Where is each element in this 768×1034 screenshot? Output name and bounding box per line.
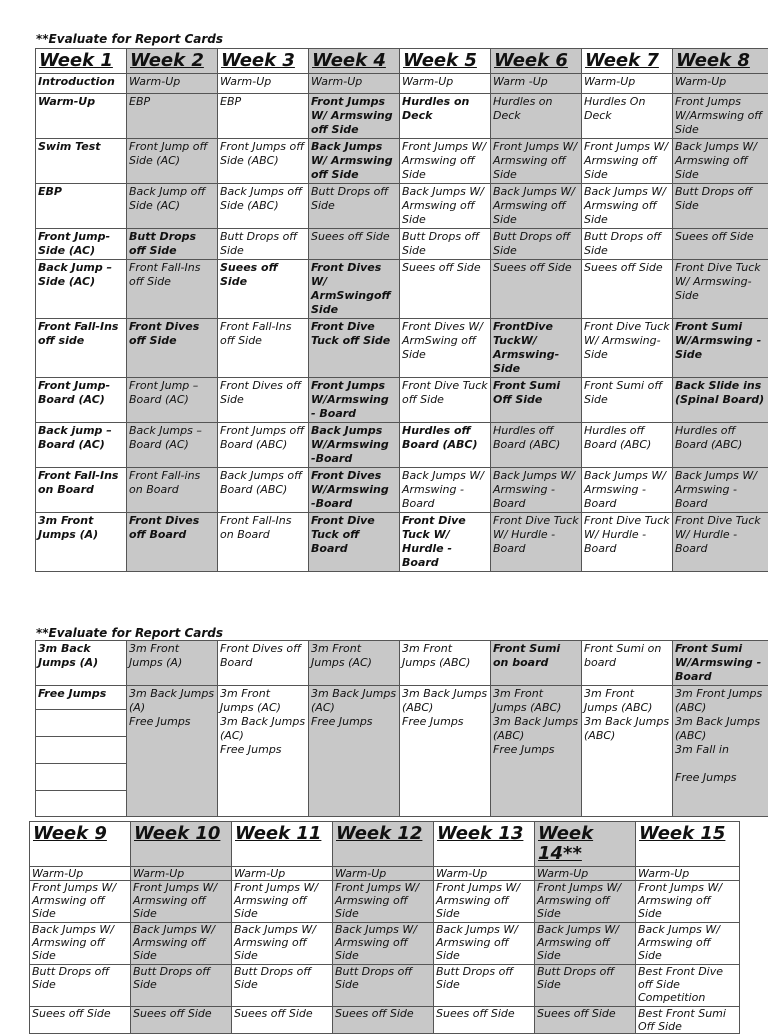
schedule-cell: Front Jumps W/ Armswing off Side xyxy=(582,139,673,184)
schedule-cell: EBP xyxy=(218,94,309,139)
schedule-cell: Butt Drops off Side xyxy=(434,965,535,1007)
schedule-cell: Back Jumps – Board (AC) xyxy=(127,423,218,468)
schedule-cell: Back Jump – Side (AC) xyxy=(36,260,127,319)
schedule-cell: Hurdles off Board (ABC) xyxy=(582,423,673,468)
schedule-cell: Back Jumps W/ Armswing off Side xyxy=(333,923,434,965)
schedule-cell: Back Jumps W/ Armswing -Board xyxy=(491,468,582,513)
schedule-cell: Warm-Up xyxy=(218,74,309,94)
schedule-cell: Best Front Dive off Side Competition xyxy=(636,965,740,1007)
schedule-cell: Front Dives off Board xyxy=(218,641,309,686)
empty-cell xyxy=(36,791,127,817)
schedule-cell: Back Jumps W/ Armswing off Side xyxy=(582,184,673,229)
schedule-cell: Front Jump – Board (AC) xyxy=(127,378,218,423)
schedule-cell: Front Jumps W/ Armswing off Side xyxy=(30,881,131,923)
schedule-cell: Front Fall-Ins on Board xyxy=(36,468,127,513)
schedule-cell: Hurdles off Board (ABC) xyxy=(673,423,768,468)
table-row xyxy=(30,923,740,965)
schedule-cell: Front Dives W/Armswing -Board xyxy=(309,468,400,513)
schedule-cell: Back Jumps W/ Armswing off Side xyxy=(309,139,400,184)
weeks-1-8-table xyxy=(35,48,768,572)
schedule-cell: Front Dives off Board xyxy=(127,513,218,572)
schedule-cell: Back Slide ins (Spinal Board) xyxy=(673,378,768,423)
schedule-cell: Hurdles On Deck xyxy=(582,94,673,139)
schedule-cell: 3m Back Jumps (A) Free Jumps xyxy=(127,686,218,817)
table-row xyxy=(30,965,740,1007)
schedule-cell: 3m Front Jumps (A) xyxy=(127,641,218,686)
table-row xyxy=(30,1007,740,1034)
schedule-cell: Warm-Up xyxy=(36,94,127,139)
schedule-cell: Back Jumps W/ Armswing off Side xyxy=(400,184,491,229)
schedule-cell: Front Fall-Ins off Side xyxy=(218,319,309,378)
table-row xyxy=(36,686,768,710)
week-header: Week 8 xyxy=(673,49,768,74)
schedule-cell: 3m Front Jumps (AC) xyxy=(309,641,400,686)
week-header: Week 14** xyxy=(535,822,636,867)
schedule-cell: Back Jumps W/ Armswing -Board xyxy=(400,468,491,513)
schedule-cell: EBP xyxy=(36,184,127,229)
table-row xyxy=(36,468,768,513)
schedule-cell: Front Jumps W/Armswing - Board xyxy=(309,378,400,423)
schedule-cell: Hurdles off Board (ABC) xyxy=(491,423,582,468)
schedule-cell: Front Jumps W/ Armswing off Side xyxy=(491,139,582,184)
schedule-cell: Front Dives W/ ArmSwingoff Side xyxy=(309,260,400,319)
schedule-cell: Suees off Side xyxy=(232,1007,333,1034)
table-row xyxy=(36,74,768,94)
schedule-cell: 3m Front Jumps (ABC) 3m Back Jumps (ABC) Free Jumps xyxy=(491,686,582,817)
schedule-cell: Warm-Up xyxy=(434,867,535,881)
empty-cell xyxy=(36,737,127,764)
schedule-cell: Front Sumi on board xyxy=(491,641,582,686)
week-header: Week 12 xyxy=(333,822,434,867)
schedule-cell: Free Jumps xyxy=(36,686,127,710)
schedule-cell: Back Jumps W/ Armswing off Side xyxy=(535,923,636,965)
schedule-cell: Back Jumps W/ Armswing off Side xyxy=(434,923,535,965)
schedule-cell: 3m Front Jumps (ABC) 3m Back Jumps (ABC) xyxy=(582,686,673,817)
schedule-cell: Front Dive Tuck W/ Hurdle -Board xyxy=(582,513,673,572)
schedule-cell: Front Dive Tuck W/ Armswing-Side xyxy=(582,319,673,378)
schedule-cell: Front Fall-Ins off side xyxy=(36,319,127,378)
schedule-cell: Front Jumps W/ Armswing off Side xyxy=(309,94,400,139)
schedule-cell: Back Jumps W/ Armswing off Side xyxy=(636,923,740,965)
schedule-cell: Front Jumps W/ Armswing off Side xyxy=(434,881,535,923)
schedule-cell: Front Sumi W/Armswing -Board xyxy=(673,641,768,686)
schedule-cell: Suees off Side xyxy=(400,260,491,319)
schedule-cell: Front Sumi Off Side xyxy=(491,378,582,423)
schedule-cell: Front Jumps W/Armswing off Side xyxy=(673,94,768,139)
schedule-cell: Back Jumps W/ Armswing -Board xyxy=(582,468,673,513)
schedule-cell: Back Jumps W/Armswing -Board xyxy=(309,423,400,468)
schedule-cell: Suees off Side xyxy=(333,1007,434,1034)
schedule-cell: Front Dive Tuck W/ Hurdle -Board xyxy=(673,513,768,572)
empty-cell xyxy=(36,764,127,791)
schedule-cell: Butt Drops off Side xyxy=(673,184,768,229)
table-row xyxy=(36,378,768,423)
schedule-cell: Back Jump off Side (AC) xyxy=(127,184,218,229)
schedule-cell: Front Sumi on board xyxy=(582,641,673,686)
schedule-cell: Butt Drops off Side xyxy=(333,965,434,1007)
schedule-cell: Back Jumps W/ Armswing -Board xyxy=(673,468,768,513)
schedule-cell: Hurdles on Deck xyxy=(400,94,491,139)
schedule-cell: Warm-Up xyxy=(582,74,673,94)
schedule-cell: Butt Drops off Side xyxy=(582,229,673,260)
schedule-cell: Front Dives off Side xyxy=(218,378,309,423)
table-row xyxy=(30,881,740,923)
schedule-cell: Warm-Up xyxy=(309,74,400,94)
schedule-cell: Butt Drops off Side xyxy=(535,965,636,1007)
week-header: Week 13 xyxy=(434,822,535,867)
week-header: Week 7 xyxy=(582,49,673,74)
schedule-cell: Back Jumps W/ Armswing off Side xyxy=(131,923,232,965)
schedule-cell: Front Jumps W/ Armswing off Side xyxy=(333,881,434,923)
schedule-cell: Front Jumps W/ Armswing off Side xyxy=(535,881,636,923)
table-row xyxy=(36,513,768,572)
schedule-cell: Front Dive Tuck W/ Hurdle -Board xyxy=(491,513,582,572)
table-row xyxy=(36,94,768,139)
schedule-cell: Front Sumi W/Armswing -Side xyxy=(673,319,768,378)
schedule-cell: Back Jumps W/ Armswing off Side xyxy=(232,923,333,965)
schedule-cell: Suees off Side xyxy=(131,1007,232,1034)
schedule-cell: Front Fall-ins on Board xyxy=(127,468,218,513)
schedule-cell: Warm-Up xyxy=(400,74,491,94)
week-header: Week 15 xyxy=(636,822,740,867)
schedule-cell: Front Dive Tuck off Side xyxy=(400,378,491,423)
schedule-cell: Warm-Up xyxy=(636,867,740,881)
schedule-cell: Back Jumps off Board (ABC) xyxy=(218,468,309,513)
schedule-cell: Suees off Side xyxy=(218,260,309,319)
schedule-cell: Warm-Up xyxy=(333,867,434,881)
schedule-cell: Suees off Side xyxy=(582,260,673,319)
report-card-note-top: **Evaluate for Report Cards xyxy=(36,32,223,46)
schedule-cell: Front Dive Tuck W/ Armswing-Side xyxy=(673,260,768,319)
table-row xyxy=(36,423,768,468)
schedule-cell: Warm -Up xyxy=(491,74,582,94)
schedule-cell: Front Jumps W/ Armswing off Side xyxy=(131,881,232,923)
schedule-cell: Front Fall-Ins off Side xyxy=(127,260,218,319)
schedule-cell: FrontDive TuckW/ Armswing- Side xyxy=(491,319,582,378)
schedule-cell: Butt Drops off Side xyxy=(218,229,309,260)
schedule-cell: Suees off Side xyxy=(30,1007,131,1034)
schedule-cell: 3m Front Jumps (AC) 3m Back Jumps (AC) Free Jumps xyxy=(218,686,309,817)
week-header: Week 4 xyxy=(309,49,400,74)
schedule-cell: 3m Back Jumps (AC) Free Jumps xyxy=(309,686,400,817)
weeks-9-15-table xyxy=(29,821,740,1034)
report-card-note-bottom: **Evaluate for Report Cards xyxy=(36,626,223,640)
schedule-cell: Suees off Side xyxy=(535,1007,636,1034)
empty-cell xyxy=(36,710,127,737)
schedule-cell: 3m Front Jumps (A) xyxy=(36,513,127,572)
schedule-cell: Front Dive Tuck off Board xyxy=(309,513,400,572)
schedule-cell: Warm-Up xyxy=(673,74,768,94)
schedule-cell: Hurdles on Deck xyxy=(491,94,582,139)
week-header: Week 9 xyxy=(30,822,131,867)
schedule-cell: Butt Drops off Side xyxy=(400,229,491,260)
table-row xyxy=(36,184,768,229)
table-row xyxy=(36,319,768,378)
schedule-cell: Front Fall-Ins on Board xyxy=(218,513,309,572)
table-row xyxy=(36,139,768,184)
schedule-cell: Front Jump- Board (AC) xyxy=(36,378,127,423)
schedule-cell: Warm-Up xyxy=(535,867,636,881)
schedule-cell: Front Jumps W/ Armswing off Side xyxy=(636,881,740,923)
schedule-cell: Back jump – Board (AC) xyxy=(36,423,127,468)
weeks-1-8-continued-table xyxy=(35,640,768,817)
schedule-cell: Front Jump off Side (AC) xyxy=(127,139,218,184)
schedule-cell: Back Jumps W/ Armswing off Side xyxy=(673,139,768,184)
schedule-cell: Warm-Up xyxy=(131,867,232,881)
schedule-cell: 3m Front Jumps (ABC) xyxy=(400,641,491,686)
schedule-cell: Butt Drops off Side xyxy=(491,229,582,260)
week-header: Week 11 xyxy=(232,822,333,867)
table-row xyxy=(36,641,768,686)
schedule-cell: EBP xyxy=(127,94,218,139)
table-row xyxy=(36,229,768,260)
schedule-cell: Front Dives off Side xyxy=(127,319,218,378)
schedule-cell: Butt Drops off Side xyxy=(309,184,400,229)
table-row xyxy=(36,260,768,319)
schedule-cell: Butt Drops off Side xyxy=(232,965,333,1007)
schedule-cell: Front Jumps W/ Armswing off Side xyxy=(400,139,491,184)
schedule-cell: 3m Back Jumps (ABC) Free Jumps xyxy=(400,686,491,817)
schedule-cell: Warm-Up xyxy=(127,74,218,94)
schedule-cell: Front Jump- Side (AC) xyxy=(36,229,127,260)
schedule-cell: Swim Test xyxy=(36,139,127,184)
schedule-cell: Front Dive Tuck W/ Hurdle -Board xyxy=(400,513,491,572)
schedule-cell: Warm-Up xyxy=(30,867,131,881)
week-header: Week 2 xyxy=(127,49,218,74)
schedule-cell: Suees off Side xyxy=(491,260,582,319)
schedule-cell: Warm-Up xyxy=(232,867,333,881)
schedule-cell: Suees off Side xyxy=(673,229,768,260)
schedule-cell: Hurdles off Board (ABC) xyxy=(400,423,491,468)
table-row xyxy=(30,867,740,881)
week-header: Week 3 xyxy=(218,49,309,74)
schedule-cell: 3m Back Jumps (A) xyxy=(36,641,127,686)
week-header: Week 10 xyxy=(131,822,232,867)
schedule-cell: Front Jumps off Board (ABC) xyxy=(218,423,309,468)
schedule-cell: Introduction xyxy=(36,74,127,94)
schedule-cell: Best Front Sumi Off Side xyxy=(636,1007,740,1034)
schedule-cell: Front Dive Tuck off Side xyxy=(309,319,400,378)
schedule-cell: Front Jumps W/ Armswing off Side xyxy=(232,881,333,923)
schedule-cell: Butt Drops off Side xyxy=(131,965,232,1007)
schedule-cell: Back Jumps off Side (ABC) xyxy=(218,184,309,229)
week-header: Week 1 xyxy=(36,49,127,74)
schedule-cell: Suees off Side xyxy=(434,1007,535,1034)
schedule-cell: Butt Drops off Side xyxy=(127,229,218,260)
schedule-cell: Suees off Side xyxy=(309,229,400,260)
schedule-cell: Butt Drops off Side xyxy=(30,965,131,1007)
schedule-cell: Back Jumps W/ Armswing off Side xyxy=(491,184,582,229)
week-header: Week 5 xyxy=(400,49,491,74)
schedule-cell: 3m Front Jumps (ABC) 3m Back Jumps (ABC) 3m Fall in Free Jumps xyxy=(673,686,768,817)
schedule-cell: Back Jumps W/ Armswing off Side xyxy=(30,923,131,965)
schedule-cell: Front Sumi off Side xyxy=(582,378,673,423)
schedule-cell: Front Jumps off Side (ABC) xyxy=(218,139,309,184)
week-header: Week 6 xyxy=(491,49,582,74)
schedule-cell: Front Dives W/ ArmSwing off Side xyxy=(400,319,491,378)
